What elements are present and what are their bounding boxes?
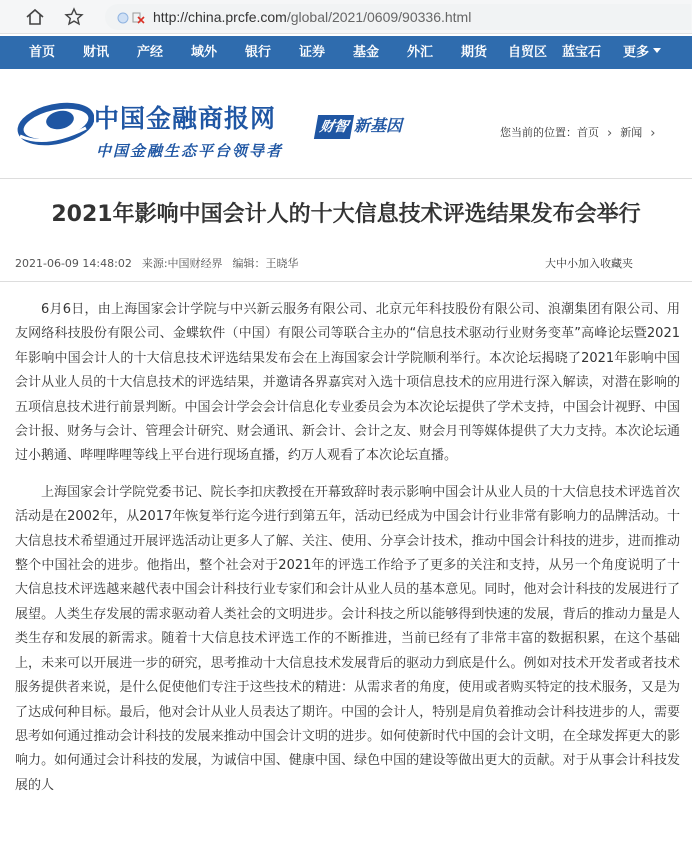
logo-slogan: 中国金融生态平台领导者 bbox=[96, 142, 284, 160]
article-editor: 编辑：王晓华 bbox=[232, 257, 299, 270]
caret-down-icon bbox=[653, 48, 661, 53]
nav-item-more[interactable] bbox=[623, 36, 661, 69]
partner-logo[interactable] bbox=[316, 113, 428, 139]
nav-item-industry[interactable]: 产经 bbox=[137, 45, 164, 60]
nav-item-overseas[interactable]: 域外 bbox=[191, 45, 218, 60]
article-meta bbox=[15, 255, 309, 271]
article-tools bbox=[545, 255, 633, 271]
logo-swoosh-icon bbox=[16, 102, 94, 146]
article-datetime: 2021-06-09 14:48:02 bbox=[15, 257, 132, 270]
chevron-right-icon: › bbox=[607, 126, 613, 141]
site-logo[interactable] bbox=[16, 96, 306, 166]
nav-item-funds[interactable]: 基金 bbox=[353, 45, 380, 60]
logo-text: 中国金融商报网 bbox=[94, 104, 277, 133]
nav-item-finance[interactable]: 财讯 bbox=[83, 45, 110, 60]
partner-caijing: 财智 bbox=[314, 115, 354, 139]
nav-item-sapphire[interactable]: 蓝宝石 bbox=[562, 45, 602, 60]
article-title: 2021年影响中国会计人的十大信息技术评选结果发布会举行 bbox=[51, 202, 641, 227]
browser-toolbar bbox=[0, 0, 692, 34]
site-info-icon[interactable] bbox=[117, 10, 147, 24]
article-body bbox=[15, 298, 680, 810]
font-medium-button[interactable]: 中 bbox=[556, 257, 567, 270]
font-small-button[interactable]: 小 bbox=[567, 257, 578, 270]
main-nav bbox=[0, 36, 692, 69]
article-source: 来源:中国财经界 bbox=[141, 257, 223, 270]
home-icon[interactable] bbox=[24, 6, 46, 28]
nav-item-ftz[interactable]: 自贸区 bbox=[508, 45, 548, 60]
add-favorite-button[interactable]: 加入收藏夹 bbox=[578, 257, 633, 270]
nav-more-label: 更多 bbox=[623, 45, 650, 60]
article-paragraph: 6月6日，由上海国家会计学院与中兴新云服务有限公司、北京元年科技股份有限公司、浪潮集团有限公司、用友网络科技股份有限公司、金蝶软件（中国）有限公司等联合主办的“信息技术驱动行业财务变革”高峰论坛暨2021年影响中国会计人的十大信息技术评选结果发布会在上海国家会计学院顺利举行。本次论坛揭晓了2021年影响中国会计从业人员的十大信息技术的评选结果，并邀请各界嘉宾对入选十项信息技术的应用进行深入解读，对潜在影响的五项信息技术进行前景判断。中国会计学会会计信息化专业委员会为本次论坛提供了学术支持，中国会计视野、中国会计报、财务与会计、管理会计研究、财会通讯、新会计、会计之友、财会月刊等媒体提供了大力支持。本次论坛通过小鹅通、哔哩哔哩等线上平台进行现场直播，约万人观看了本次论坛直播。 bbox=[15, 302, 680, 464]
breadcrumb bbox=[500, 124, 663, 140]
nav-item-bank[interactable]: 银行 bbox=[245, 45, 272, 60]
nav-item-home[interactable]: 首页 bbox=[29, 45, 56, 60]
url-path: /global/2021/0609/90336.html bbox=[286, 9, 472, 25]
address-bar[interactable] bbox=[105, 4, 691, 30]
nav-item-futures[interactable]: 期货 bbox=[461, 45, 488, 60]
meta-divider bbox=[0, 281, 692, 282]
url-text[interactable] bbox=[153, 9, 471, 25]
nav-item-forex[interactable]: 外汇 bbox=[407, 45, 434, 60]
font-large-button[interactable]: 大 bbox=[545, 257, 556, 270]
breadcrumb-home[interactable]: 首页 bbox=[577, 126, 599, 139]
article-paragraph: 上海国家会计学院党委书记、院长李扣庆教授在开幕致辞时表示影响中国会计从业人员的十大信息技术评选首次活动是在2002年，从2017年恢复举行迄今进行到第五年，活动已经成为中国会计行业非常有影响力的品牌活动。十大信息技术希望通过开展评选活动让更多人了解、关注、使用、分享会计技术，推动中国会计科技的进步，进而推动整个中国社会的进步。他指出，整个社会对于2021年的评选工作给予了更多的关注和支持，从另一个角度说明了十大信息技术评选越来越代表中国会计科技行业专家们和会计从业人员的基本意见。同时，他对会计科技的发展进行了展望。人类生存发展的需求驱动着人类社会的文明进步。会计科技之所以能够得到快速的发展，背后的推动力量是人类生存和发展的新需求。随着十大信息技术评选工作的不断推进，当前已经有了非常丰富的数据积累，在这个基础上，未来可以开展进一步的研究，思考推动十大信息技术发展背后的驱动力到底是什么。例如对技术开发者或者技术服务提供者来说，是什么促使他们专注于这些技术的精进：从需求者的角度，使用或者购买特定的技术服务，又是为了达成何种目标。最后，他对会计从业人员表达了期许。中国的会计人，特别是肩负着推动会计科技进步的人，需要思考如何通过推动会计科技的发展来推动中国会计文明的进步。如何使新时代中国的会计文明，在全球发挥更大的影响力。如何通过会计科技的发展，为诚信中国、健康中国、绿色中国的建设等做出更大的贡献。对于从事会计科技发展的人 bbox=[15, 484, 680, 793]
url-host: http://china.prcfe.com bbox=[153, 9, 287, 25]
star-icon[interactable] bbox=[63, 6, 85, 28]
header-divider bbox=[0, 178, 692, 179]
nav-item-securities[interactable]: 证券 bbox=[299, 45, 326, 60]
partner-xinjiyin: 新基因 bbox=[354, 116, 403, 135]
breadcrumb-news[interactable]: 新闻 bbox=[620, 126, 643, 139]
chevron-right-icon: › bbox=[650, 126, 656, 141]
breadcrumb-label: 您当前的位置： bbox=[500, 126, 577, 139]
